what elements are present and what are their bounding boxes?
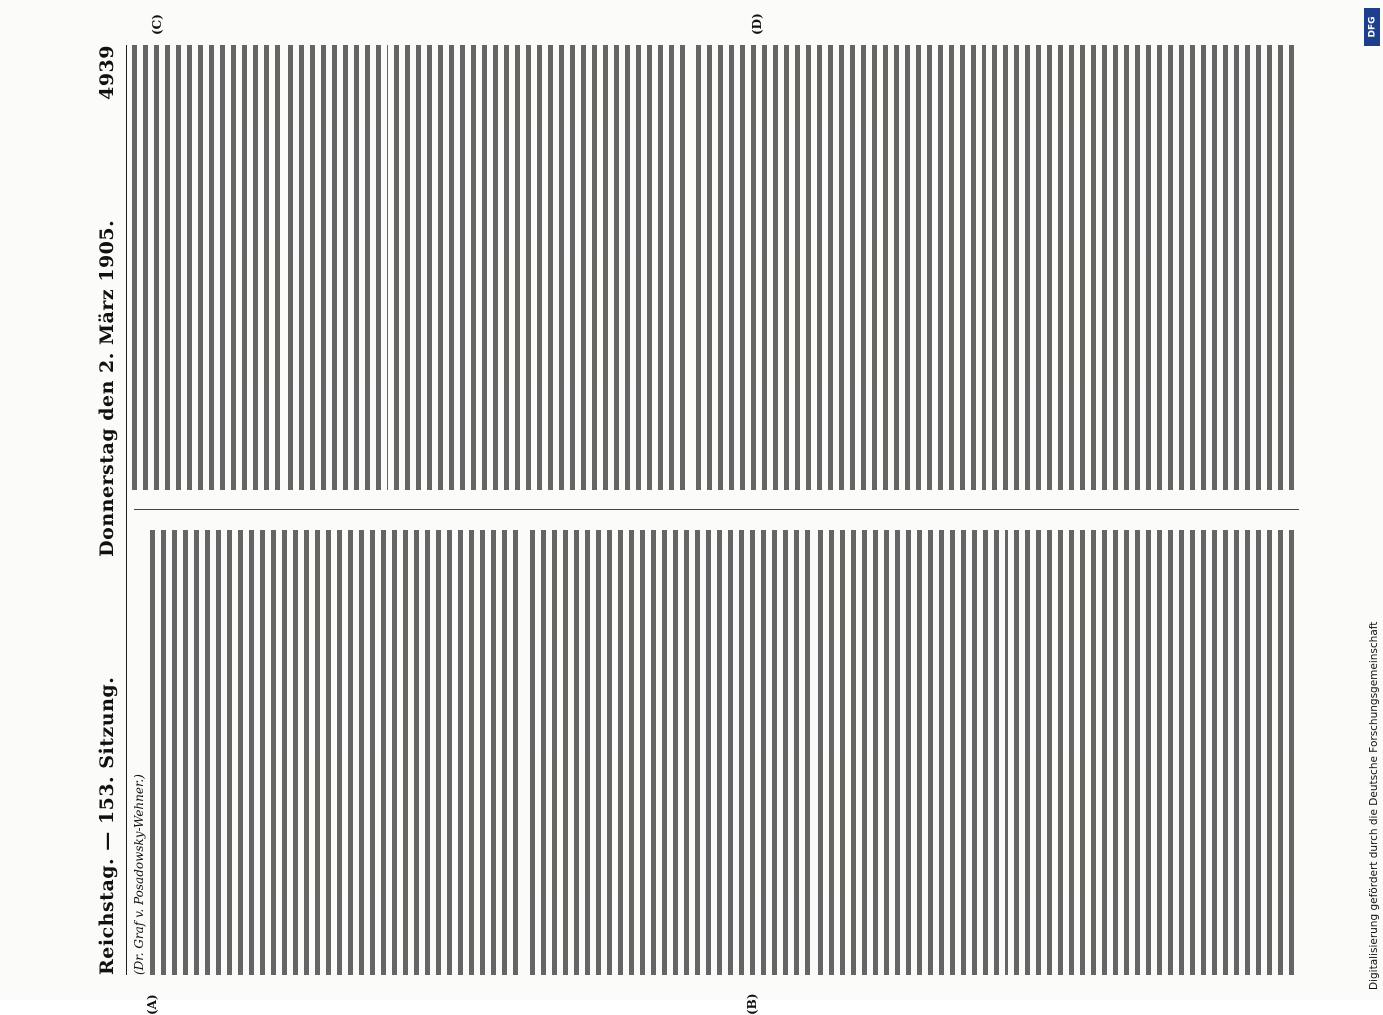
body-paragraph: [394, 45, 564, 490]
page-number: 4939: [96, 45, 118, 100]
body-paragraph: [150, 530, 365, 975]
page-header: [90, 45, 124, 975]
body-paragraph: [1014, 530, 1296, 975]
header-date: Donnerstag den 2. März 1905.: [96, 100, 118, 677]
margin-marker-a: (A): [145, 994, 159, 1015]
body-paragraph: [370, 530, 520, 975]
dfg-logo: DFG: [1364, 8, 1380, 46]
header-left: Reichstag. — 153. Sitzung.: [96, 677, 118, 975]
digitization-credit: Digitalisierung gefördert durch die Deutsche Forschungsgemeinschaft: [1368, 40, 1382, 990]
body-paragraph: [992, 45, 1296, 490]
speaker-line: (Dr. Graf v. Posadowsky-Wehner.): [132, 774, 146, 975]
margin-marker-d: (D): [750, 13, 764, 35]
right-column: [130, 45, 1300, 490]
body-paragraph: [530, 530, 810, 975]
left-column: [130, 530, 1300, 975]
margin-marker-b: (B): [745, 994, 759, 1015]
body-paragraph: [570, 45, 690, 490]
margin-marker-c: (C): [150, 14, 164, 35]
body-paragraph: [818, 530, 1008, 975]
body-paragraph: [132, 45, 282, 490]
rotated-page-content: [90, 45, 1340, 975]
body-paragraph: [288, 45, 388, 490]
body-paragraph: [696, 45, 986, 490]
header-rule: [126, 45, 127, 975]
column-separator: [134, 509, 1299, 510]
